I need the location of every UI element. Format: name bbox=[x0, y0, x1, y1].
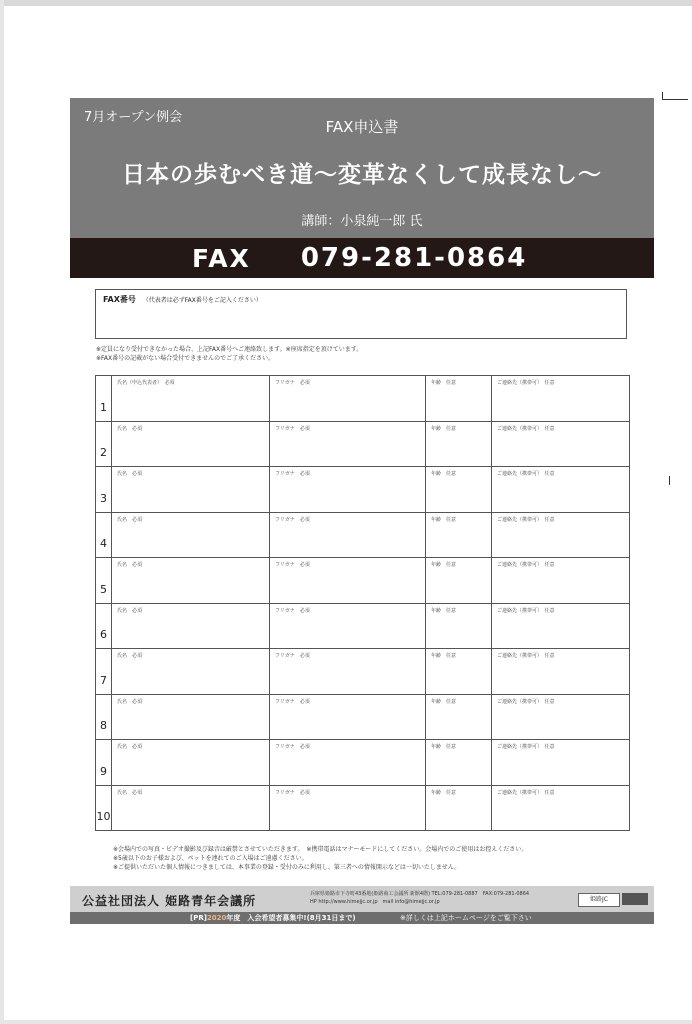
name-cell[interactable] bbox=[112, 376, 270, 422]
furigana-cell[interactable] bbox=[270, 785, 426, 831]
table-row bbox=[96, 694, 630, 740]
age-cell[interactable] bbox=[426, 558, 492, 604]
fax-number-field[interactable] bbox=[95, 289, 627, 339]
address-line: 兵庫県姫路市下寺町43番地(姫路商工会議所 新館4階) TEL:079-281-0887 FAX:079-281-0864 bbox=[310, 891, 530, 897]
cell-label: 氏名 必須 bbox=[117, 562, 143, 568]
cell-label: 氏名 必須 bbox=[117, 471, 143, 477]
name-cell[interactable] bbox=[112, 694, 270, 740]
note-line: ※定員になり受付できなかった場合、上記FAX番号へご連絡致します。※座席指定を頂けています。 bbox=[96, 346, 363, 353]
name-cell[interactable] bbox=[112, 421, 270, 467]
cell-label: 年齢 任意 bbox=[431, 607, 457, 614]
row-number bbox=[96, 558, 112, 604]
cell-label: ご連絡先（携帯可） 任意 bbox=[497, 789, 555, 796]
cell-label: 年齢 任意 bbox=[431, 653, 457, 659]
row-number-label: 7 bbox=[100, 673, 107, 687]
note-line: ※FAX番号の記載がない場合受付できませんのでご了承ください。 bbox=[96, 355, 275, 362]
table-row bbox=[96, 740, 630, 786]
cell-label: フリガナ 必須 bbox=[275, 471, 310, 477]
crop-mark bbox=[662, 92, 663, 100]
furigana-cell[interactable] bbox=[270, 694, 426, 740]
contact-cell[interactable] bbox=[492, 421, 630, 467]
age-cell[interactable] bbox=[426, 740, 492, 786]
cell-label: フリガナ 必須 bbox=[275, 653, 310, 659]
cell-label: 年齢 任意 bbox=[431, 471, 457, 477]
cell-label: 年齢 任意 bbox=[431, 516, 457, 523]
cell-label: ご連絡先（携帯可） 任意 bbox=[497, 607, 555, 614]
name-cell[interactable] bbox=[112, 467, 270, 513]
note-line: ※5歳以下のお子様および、ペットを連れてのご入場はご遠慮ください。 bbox=[113, 855, 308, 862]
event-label: 7月オープン例会 bbox=[84, 110, 183, 125]
cell-label: フリガナ 必須 bbox=[275, 516, 310, 523]
cell-label: ご連絡先（携帯可） 任意 bbox=[497, 698, 555, 705]
furigana-cell[interactable] bbox=[270, 421, 426, 467]
cell-label: ご連絡先（携帯可） 任意 bbox=[497, 516, 555, 523]
fax-box-label: FAX番号 bbox=[103, 295, 136, 304]
age-cell[interactable] bbox=[426, 649, 492, 695]
table-row bbox=[96, 467, 630, 513]
cell-label: ご連絡先（携帯可） 任意 bbox=[497, 380, 555, 386]
cell-label: 年齢 任意 bbox=[431, 425, 457, 432]
cell-label: フリガナ 必須 bbox=[275, 425, 310, 432]
main-title: 日本の歩むべき道〜変革なくして成長なし〜 bbox=[122, 162, 602, 188]
table-row bbox=[96, 512, 630, 558]
fax-box-note: （代表者は必ずFAX番号をご記入ください） bbox=[142, 297, 262, 304]
row-number-label: 3 bbox=[100, 491, 107, 505]
recruit-text: 年度 入会希望者募集中!(8月31日まで) bbox=[226, 914, 356, 922]
contact-cell[interactable] bbox=[492, 467, 630, 513]
cell-label: 氏名 必須 bbox=[117, 789, 143, 796]
notes-top bbox=[96, 345, 362, 363]
crop-mark bbox=[669, 476, 670, 485]
cell-label: 氏名 必須 bbox=[117, 607, 143, 614]
table-row bbox=[96, 603, 630, 649]
row-number bbox=[96, 785, 112, 831]
crop-mark bbox=[662, 99, 688, 100]
age-cell[interactable] bbox=[426, 467, 492, 513]
address-line: HP http://www.himejjc.or.jp mail info@himejjc.or.jp bbox=[310, 899, 440, 905]
age-cell[interactable] bbox=[426, 694, 492, 740]
furigana-cell[interactable] bbox=[270, 649, 426, 695]
cell-label: ご連絡先（携帯可） 任意 bbox=[497, 744, 555, 750]
address bbox=[310, 890, 529, 906]
row-number bbox=[96, 740, 112, 786]
furigana-cell[interactable] bbox=[270, 558, 426, 604]
age-cell[interactable] bbox=[426, 603, 492, 649]
name-cell[interactable] bbox=[112, 512, 270, 558]
row-number bbox=[96, 376, 112, 422]
row-number-label: 8 bbox=[100, 719, 107, 732]
cell-label: 氏名 必須 bbox=[117, 425, 143, 432]
table-row bbox=[96, 785, 630, 831]
cell-label: ご連絡先（携帯可） 任意 bbox=[497, 471, 555, 477]
row-number-label: 4 bbox=[100, 537, 107, 550]
cell-label: フリガナ 必須 bbox=[275, 607, 310, 614]
page-edge-bottom bbox=[0, 1020, 692, 1024]
table-row bbox=[96, 421, 630, 467]
row-number bbox=[96, 694, 112, 740]
recruit-note: ※詳しくは上記ホームページをご覧下さい bbox=[400, 914, 532, 922]
footer-name-box: 姫路JC bbox=[578, 893, 620, 907]
name-cell[interactable] bbox=[112, 558, 270, 604]
row-number-label: 5 bbox=[100, 582, 107, 596]
contact-cell[interactable] bbox=[492, 376, 630, 422]
page-edge-top bbox=[0, 0, 692, 6]
row-number-label: 6 bbox=[100, 628, 107, 641]
cell-label: ご連絡先（携帯可） 任意 bbox=[497, 425, 555, 432]
cell-label: 氏名 必須 bbox=[117, 516, 143, 523]
page-edge-left bbox=[0, 0, 4, 1024]
speaker: 講師：小泉純一郎 氏 bbox=[301, 214, 423, 229]
row-number-label: 2 bbox=[100, 446, 107, 459]
org-name: 公益社団法人 姫路青年会議所 bbox=[82, 894, 257, 908]
recruit-prefix: [PR] bbox=[190, 914, 207, 922]
cell-label: フリガナ 必須 bbox=[275, 562, 310, 568]
age-cell[interactable] bbox=[426, 785, 492, 831]
cell-label: 氏名 必須 bbox=[117, 744, 143, 750]
cell-label: 氏名（申込代表者） 必須 bbox=[117, 380, 175, 386]
name-cell[interactable] bbox=[112, 785, 270, 831]
row-number-label: 10 bbox=[96, 810, 111, 823]
contact-cell[interactable] bbox=[492, 512, 630, 558]
row-number bbox=[96, 649, 112, 695]
cell-label: ご連絡先（携帯可） 任意 bbox=[497, 562, 555, 568]
cell-label: ご連絡先（携帯可） 任意 bbox=[497, 653, 555, 659]
cell-label: フリガナ 必須 bbox=[275, 789, 310, 796]
cell-label: 年齢 任意 bbox=[431, 380, 457, 386]
row-number bbox=[96, 512, 112, 558]
row-number bbox=[96, 603, 112, 649]
cell-label: フリガナ 必須 bbox=[275, 380, 310, 386]
age-cell[interactable] bbox=[426, 421, 492, 467]
furigana-cell[interactable] bbox=[270, 740, 426, 786]
contact-cell[interactable] bbox=[492, 649, 630, 695]
table-row bbox=[96, 649, 630, 695]
cell-label: 年齢 任意 bbox=[431, 698, 457, 705]
header bbox=[70, 98, 654, 238]
table-row bbox=[96, 558, 630, 604]
cell-label: 年齢 任意 bbox=[431, 562, 457, 568]
cell-label: 氏名 必須 bbox=[117, 698, 143, 705]
contact-cell[interactable] bbox=[492, 558, 630, 604]
footer-bar bbox=[70, 886, 654, 912]
row-number-label: 9 bbox=[100, 764, 107, 778]
fax-number-field-label bbox=[103, 294, 262, 305]
recruit-main bbox=[190, 912, 356, 924]
row-number bbox=[96, 421, 112, 467]
note-line: ※会場内での写真・ビデオ撮影及び録音は厳禁とさせていただきます。 ※携帯電話はマナーモードにしてください。会場内でのご使用はお控えください。 bbox=[113, 846, 528, 853]
fax-number: 079-281-0864 bbox=[300, 243, 528, 273]
table-row bbox=[96, 376, 630, 422]
cell-label: フリガナ 必須 bbox=[275, 744, 310, 750]
note-line: ※ご提供いただいた個人情報につきましては、本事業の登録・受付のみに利用し、第三者への情報開示などは一切いたしません。 bbox=[113, 864, 461, 871]
furigana-cell[interactable] bbox=[270, 376, 426, 422]
row-number-label: 1 bbox=[100, 400, 107, 414]
cell-label: 年齢 任意 bbox=[431, 789, 457, 796]
contact-cell[interactable] bbox=[492, 785, 630, 831]
fax-label: FAX bbox=[192, 243, 251, 273]
age-cell[interactable] bbox=[426, 376, 492, 422]
contact-cell[interactable] bbox=[492, 740, 630, 786]
furigana-cell[interactable] bbox=[270, 467, 426, 513]
contact-cell[interactable] bbox=[492, 603, 630, 649]
notes-bottom bbox=[113, 845, 527, 872]
name-cell[interactable] bbox=[112, 603, 270, 649]
entry-table bbox=[95, 375, 630, 831]
recruit-bar bbox=[70, 912, 654, 924]
form-title: FAX申込書 bbox=[325, 118, 399, 136]
name-cell[interactable] bbox=[112, 740, 270, 786]
fax-bar bbox=[70, 238, 654, 278]
furigana-cell[interactable] bbox=[270, 603, 426, 649]
furigana-cell[interactable] bbox=[270, 512, 426, 558]
jc-logo-icon bbox=[622, 893, 648, 905]
cell-label: 氏名 必須 bbox=[117, 653, 143, 659]
contact-cell[interactable] bbox=[492, 694, 630, 740]
age-cell[interactable] bbox=[426, 512, 492, 558]
row-number bbox=[96, 467, 112, 513]
cell-label: 年齢 任意 bbox=[431, 744, 457, 750]
recruit-year: 2020 bbox=[206, 914, 227, 922]
name-cell[interactable] bbox=[112, 649, 270, 695]
cell-label: フリガナ 必須 bbox=[275, 698, 310, 705]
